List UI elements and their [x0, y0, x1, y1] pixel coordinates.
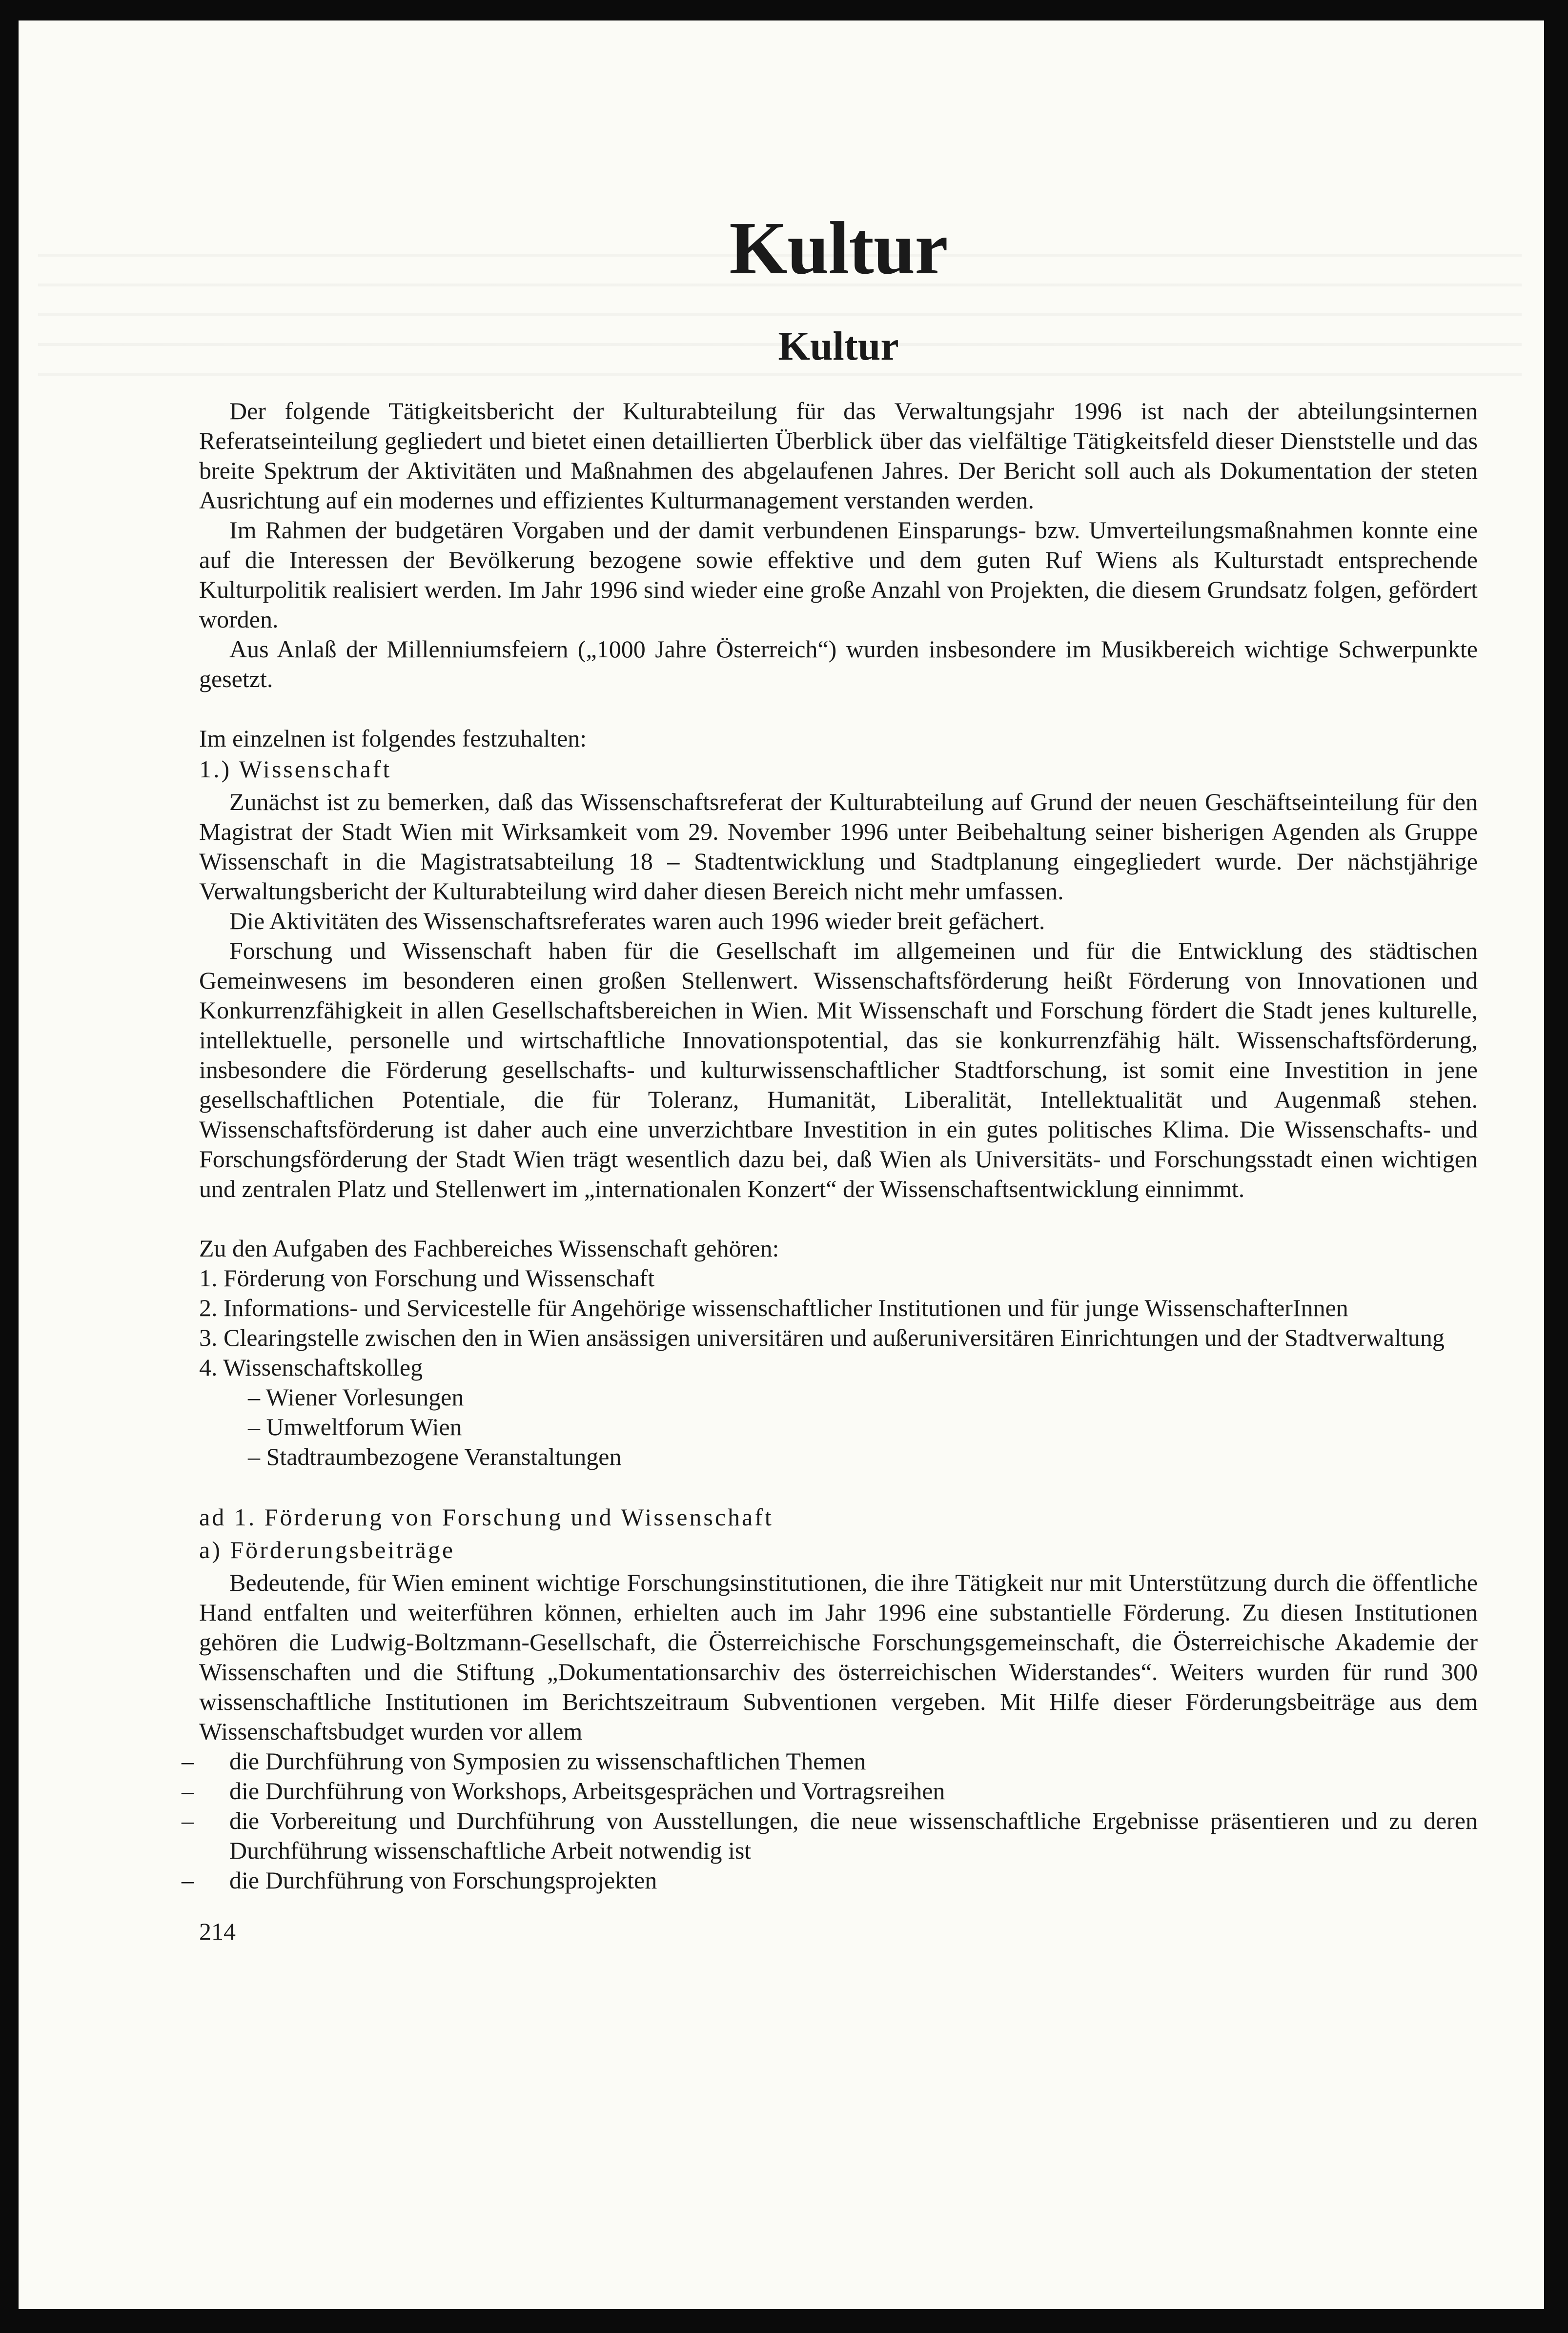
dash-bullet: –	[182, 1747, 194, 1775]
list-item	[182, 1776, 1478, 1806]
dash-bullet: –	[182, 1807, 194, 1834]
funding-bullets	[182, 1746, 1478, 1895]
section-title: Kultur	[778, 324, 899, 369]
list-item: – Stadtraumbezogene Veranstaltungen	[248, 1443, 622, 1470]
spacer	[199, 1472, 1478, 1501]
scanned-page	[19, 20, 1544, 2309]
list-item: 3. Clearingstelle zwischen den in Wien ansässigen universitären und außeruniversitären Einrichtungen und der Stadtverwaltung	[199, 1324, 1445, 1351]
bullet-text: die Durchführung von Forschungsprojekten	[229, 1866, 657, 1894]
list-item: 4. Wissenschaftskolleg	[199, 1354, 423, 1381]
dash-bullet: –	[182, 1777, 194, 1805]
list-item	[182, 1866, 1478, 1895]
ad1-paragraph: Bedeutende, für Wien eminent wichtige Forschungsinstitutionen, die ihre Tätigkeit nur mit Unterstützung durch die öffentliche Hand entfalten und weiterführen können, erhielten auch im Jahr 1996 eine substantielle Förderung. Zu diesen Institutionen gehören die Ludwig-Boltzmann-Gesellschaft, die Österreichische Forschungsgemeinschaft, die Österreichische Akademie der Wissenschaften und die Stiftung „Dokumentationsarchiv des österreichischen Widerstandes“. Weiters wurden für rund 300 wissenschaftliche Institutionen im Berichtszeitraum Subventionen vergeben. Mit Hilfe dieser Förderungsbeiträge aus dem Wissenschaftsbudget wurden vor allem	[199, 1569, 1478, 1745]
spacer	[199, 694, 1478, 724]
text-flow	[182, 396, 1478, 1947]
section-heading-wissenschaft: 1.) Wissenschaft	[199, 755, 392, 783]
intro-paragraph-3: Aus Anlaß der Millenniumsfeiern („1000 Jahre Österreich“) wurden insbesondere im Musikbereich wichtige Schwerpunkte gesetzt.	[199, 635, 1478, 692]
wissenschaft-paragraph-1: Zunächst ist zu bemerken, daß das Wissenschaftsreferat der Kulturabteilung auf Grund der neuen Geschäftseinteilung für den Magistrat der Stadt Wien mit Wirksamkeit vom 29. November 1996 unter Beibehaltung seiner bisherigen Agenden als Gruppe Wissenschaft in die Magistratsabteilung 18 – Stadtentwicklung und Stadtplanung eingegliedert wurde. Der nächstjährige Verwaltungsbericht der Kulturabteilung wird daher diesen Bereich nicht mehr umfassen.	[199, 788, 1478, 905]
spacer	[199, 1204, 1478, 1234]
list-item: 2. Informations- und Servicestelle für Angehörige wissenschaftlicher Institutionen und für junge WissenschafterInnen	[199, 1294, 1348, 1321]
list-item	[182, 1746, 1478, 1776]
list-item: – Wiener Vorlesungen	[248, 1383, 464, 1411]
list-item: – Umweltforum Wien	[248, 1413, 462, 1440]
bullet-text: die Durchführung von Workshops, Arbeitsgesprächen und Vortragsreihen	[229, 1777, 945, 1805]
intro-paragraph-2: Im Rahmen der budgetären Vorgaben und der damit verbundenen Einsparungs- bzw. Umverteilungsmaßnahmen konnte eine auf die Interessen der Bevölkerung bezogene sowie effektive und dem guten Ruf Wiens als Kulturstadt entsprechende Kulturpolitik realisiert werden. Im Jahr 1996 sind wieder eine große Anzahl von Projekten, die diesem Grundsatz folgen, gefördert worden.	[199, 516, 1478, 633]
list-item	[182, 1806, 1478, 1866]
page-title: Kultur	[729, 207, 948, 290]
lead-sentence: Im einzelnen ist folgendes festzuhalten:	[199, 725, 587, 752]
list-item: 1. Förderung von Forschung und Wissenschaft	[199, 1264, 655, 1292]
ad1-subheading: a) Förderungsbeiträge	[199, 1536, 455, 1563]
bullet-text: die Vorbereitung und Durchführung von Ausstellungen, die neue wissenschaftliche Ergebnisse präsentieren und zu deren Durchführung wissenschaftliche Arbeit notwendig ist	[229, 1807, 1478, 1864]
wissenschaft-paragraph-2: Die Aktivitäten des Wissenschaftsreferates waren auch 1996 wieder breit gefächert.	[229, 907, 1045, 934]
wissenschaft-paragraph-3: Forschung und Wissenschaft haben für die Gesellschaft im allgemeinen und für die Entwicklung des städtischen Gemeinwesens im besonderen einen großen Stellenwert. Wissenschaftsförderung heißt Förderung von Innovationen und Konkurrenzfähigkeit in allen Gesellschaftsbereichen in Wien. Mit Wissenschaft und Forschung fördert die Stadt jenes kulturelle, intellektuelle, personelle und wirtschaftliche Innovationspotential, das sie konkurrenzfähig hält. Wissenschaftsförderung, insbesondere die Förderung gesellschafts- und kulturwissenschaftlicher Stadtforschung, ist somit eine Investition in jene gesellschaftlichen Potentiale, die für Toleranz, Humanität, Liberalität, Intellektualität und Augenmaß stehen. Wissenschaftsförderung ist daher auch eine unverzichtbare Investition in ein gutes politisches Klima. Die Wissenschafts- und Forschungsförderung der Stadt Wien trägt wesentlich dazu bei, daß Wien als Universitäts- und Forschungsstadt einen wichtigen und zentralen Platz und Stellenwert im „internationalen Konzert“ der Wissenschaftsentwicklung einnimmt.	[199, 937, 1478, 1202]
intro-paragraph-1: Der folgende Tätigkeitsbericht der Kulturabteilung für das Verwaltungsjahr 1996 ist nach der abteilungsinternen Referatseinteilung gegliedert und bietet einen detaillierten Überblick über das vielfältige Tätigkeitsfeld dieser Dienststelle und das breite Spektrum der Aktivitäten und Maßnahmen des abgelaufenen Jahres. Der Bericht soll auch als Dokumentation der steten Ausrichtung auf ein modernes und effizientes Kulturmanagement verstanden werden.	[199, 397, 1478, 514]
ad1-heading: ad 1. Förderung von Forschung und Wissenschaft	[199, 1503, 774, 1531]
bullet-text: die Durchführung von Symposien zu wissenschaftlichen Themen	[229, 1747, 866, 1775]
page-number: 214	[199, 1918, 236, 1945]
tasks-lead: Zu den Aufgaben des Fachbereiches Wissenschaft gehören:	[199, 1235, 779, 1262]
kolleg-sublist	[199, 1382, 1478, 1472]
dash-bullet: –	[182, 1866, 194, 1894]
tasks-list	[199, 1263, 1478, 1382]
